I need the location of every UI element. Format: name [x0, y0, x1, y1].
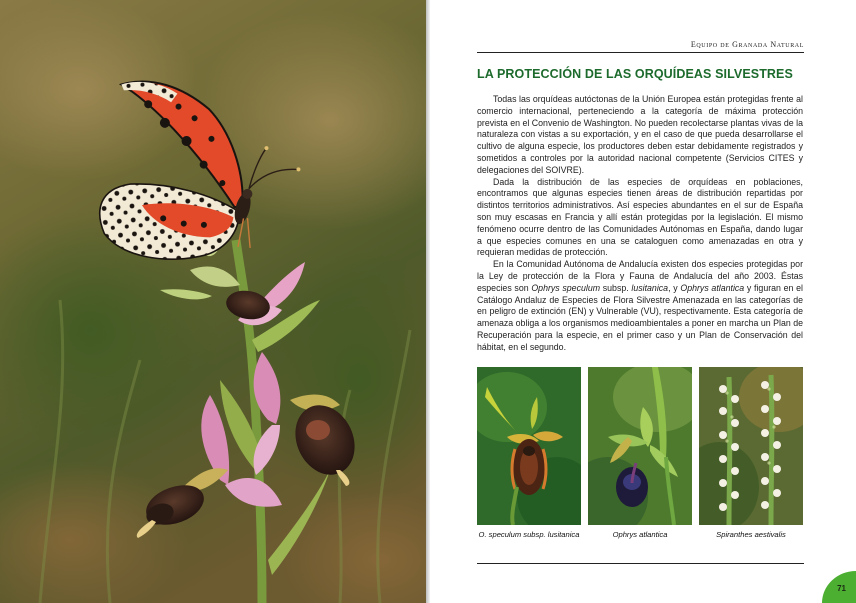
paragraph — [477, 259, 803, 353]
footer-rule — [477, 563, 804, 564]
text-run: , y — [668, 282, 681, 293]
photo-captions — [477, 530, 803, 544]
section-title: LA PROTECCIÓN DE LAS ORQUÍDEAS SILVESTRES — [477, 67, 793, 81]
caption-spiranthes-aestivalis: Spiranthes aestivalis — [716, 530, 786, 539]
orchid-photo-strip — [477, 367, 803, 525]
paragraph: Todas las orquídeas autóctonas de la Unión Europea están protegidas frente al comercio internacional, perteneciendo a la categoría de máxima protección prevista en el Convenio de Washington. No pueden recolectarse plantas vivas de la naturaleza con vistas a su exportación, y en el caso de que pueda desarrollarse el cultivo de alguna especie, los productores deben estar debidamente registrados y sometidos a controles por la autoridad nacional competente (Servicios CITES y delegaciones del SOIVRE). — [477, 94, 803, 175]
paragraph: Dada la distribución de las especies de orquídeas en poblaciones, encontramos que algunas especies tienen áreas de distribución repartidas por distintos territorios administrativos. Así especies abundantes en el sur de España son muy escasas en Francia y allí están protegidas por la legislación. El mismo fenómeno ocurre dentro de las Comunidades Autónomas en España, dando lugar a que especies comunes en una se cataloguen como amenazadas en otra y requieran medidas de protección. — [477, 176, 803, 258]
text-page — [430, 0, 856, 603]
ophrys-speculum-image — [477, 367, 581, 525]
species-name: Ophrys atlantica — [680, 282, 745, 293]
photo-ophrys-speculum — [477, 367, 581, 525]
species-name: Ophrys speculum — [531, 282, 601, 293]
text-run: y figuran en el Catálogo Andaluz de Especies de Flora Silvestre Amenazada en las categorías de en peligro de extinción (EN) y Vulnerable (VU), respectivamente. Esta categoría de amenaza obliga a los organismos medioambientales a poner en marcha un Plan de Recuperación para la especie, en el primer caso y un Plan de Conservación del hábitat, en el segundo. — [477, 282, 803, 352]
caption-ophrys-speculum: O. speculum subsp. lusitanica — [478, 530, 580, 539]
running-head: Equipo de Granada Natural — [690, 40, 804, 49]
spiranthes-aestivalis-image — [699, 367, 803, 525]
ophrys-atlantica-image — [588, 367, 692, 525]
photo-spiranthes-aestivalis — [699, 367, 803, 525]
text-run: En la Comunidad Autónoma de Andalucía existen dos especies protegidas por la Ley de protección de la Flora y Fauna de Andalucía del año 2003. Éstas especies son — [477, 259, 803, 293]
butterfly-orchid-photo — [0, 0, 426, 603]
photo-ophrys-atlantica — [588, 367, 692, 525]
caption-ophrys-atlantica: Ophrys atlantica — [612, 530, 668, 539]
page-number: 71 — [837, 584, 846, 593]
body-text — [477, 94, 803, 354]
header-rule — [477, 52, 804, 53]
text-run: subsp. — [600, 282, 632, 293]
subspecies-name: lusitanica — [631, 282, 669, 293]
butterfly-orchid-illustration — [0, 0, 426, 603]
